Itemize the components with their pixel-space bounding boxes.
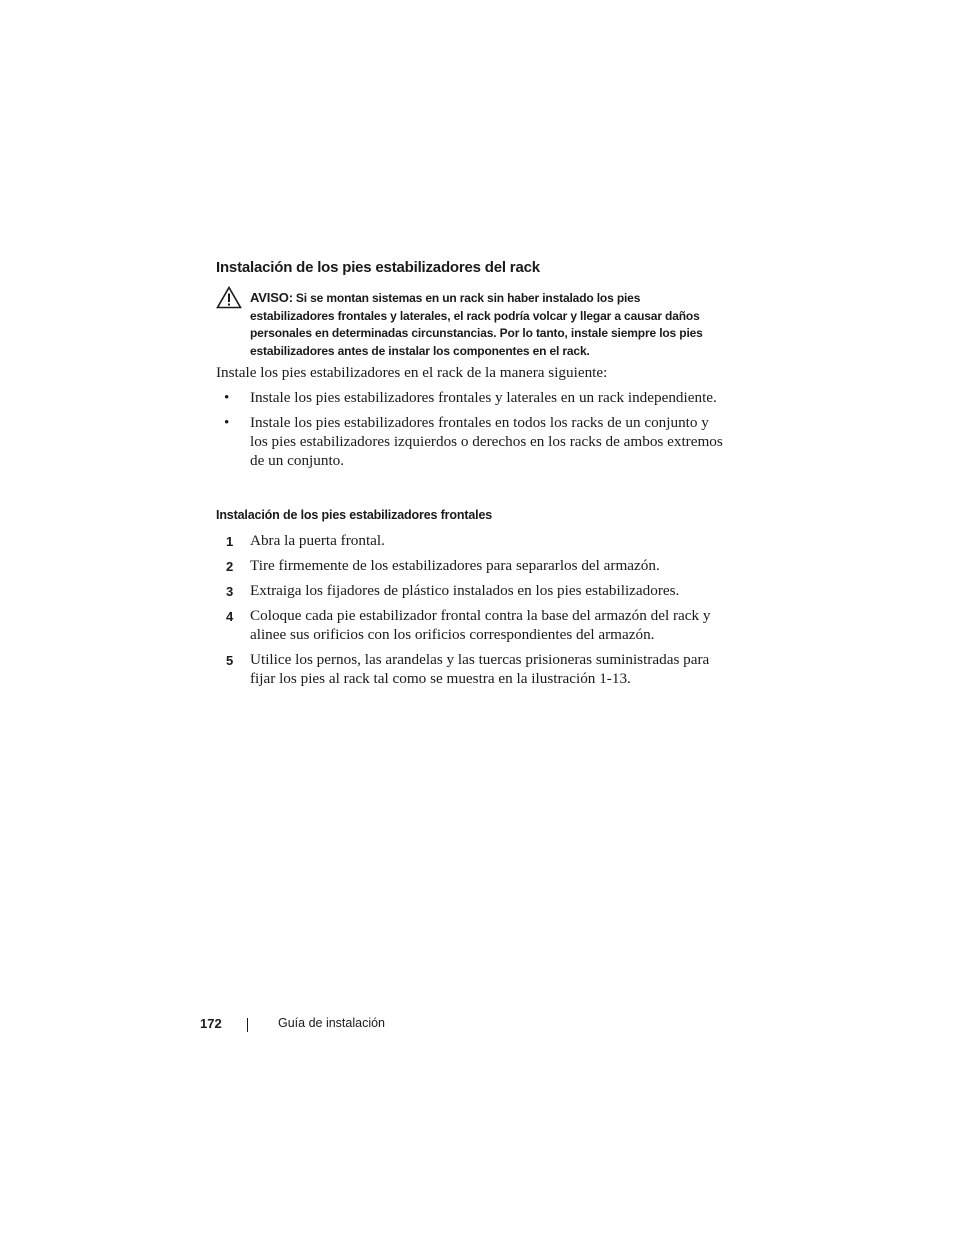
page-footer <box>200 1015 500 1035</box>
step-item <box>216 581 726 600</box>
list-item <box>216 413 726 470</box>
step-number: 3 <box>226 584 234 599</box>
step-number: 4 <box>226 609 234 624</box>
intro-paragraph: Instale los pies estabilizadores en el rack de la manera siguiente: <box>216 364 608 381</box>
step-item <box>216 556 726 575</box>
section-heading: Instalación de los pies estabilizadores del rack <box>216 259 540 276</box>
footer-divider <box>247 1018 248 1032</box>
bullet-mark: • <box>224 414 230 431</box>
step-text: Extraiga los fijadores de plástico instalados en los pies estabilizadores. <box>250 582 680 599</box>
steps-list <box>216 531 726 694</box>
page-number: 172 <box>200 1016 222 1031</box>
warning-text <box>250 289 720 360</box>
step-text: Coloque cada pie estabilizador frontal contra la base del armazón del rack y alinee sus orificios con los orificios correspondientes del armazón. <box>250 607 711 643</box>
bullet-mark: • <box>224 389 230 406</box>
step-item <box>216 650 726 688</box>
step-number: 5 <box>226 653 234 668</box>
bullet-list <box>216 388 726 476</box>
step-text: Utilice los pernos, las arandelas y las tuercas prisioneras suministradas para fijar los pies al rack tal como se muestra en la ilustración 1-13. <box>250 651 710 687</box>
bullet-text: Instale los pies estabilizadores frontales y laterales en un rack independiente. <box>250 389 717 406</box>
step-item <box>216 606 726 644</box>
warning-body: Si se montan sistemas en un rack sin haber instalado los pies estabilizadores frontales y laterales, el rack podría volcar y llegar a causar daños personales en determinadas circunstancias. Por lo tanto, instale siempre los pies estabilizadores antes de instalar los componentes en el rack. <box>250 291 703 358</box>
step-number: 1 <box>226 534 234 549</box>
step-number: 2 <box>226 559 234 574</box>
footer-title: Guía de instalación <box>278 1016 386 1030</box>
step-text: Abra la puerta frontal. <box>250 532 385 549</box>
warning-label: AVISO: <box>250 290 293 305</box>
subsection-heading: Instalación de los pies estabilizadores frontales <box>216 508 493 522</box>
bullet-text: Instale los pies estabilizadores frontales en todos los racks de un conjunto y los pies estabilizadores izquierdos o derechos en los racks de ambos extremos de un conjunto. <box>250 414 723 469</box>
step-item <box>216 531 726 550</box>
warning-triangle-icon <box>216 286 242 309</box>
list-item <box>216 388 726 407</box>
step-text: Tire firmemente de los estabilizadores para separarlos del armazón. <box>250 557 660 574</box>
